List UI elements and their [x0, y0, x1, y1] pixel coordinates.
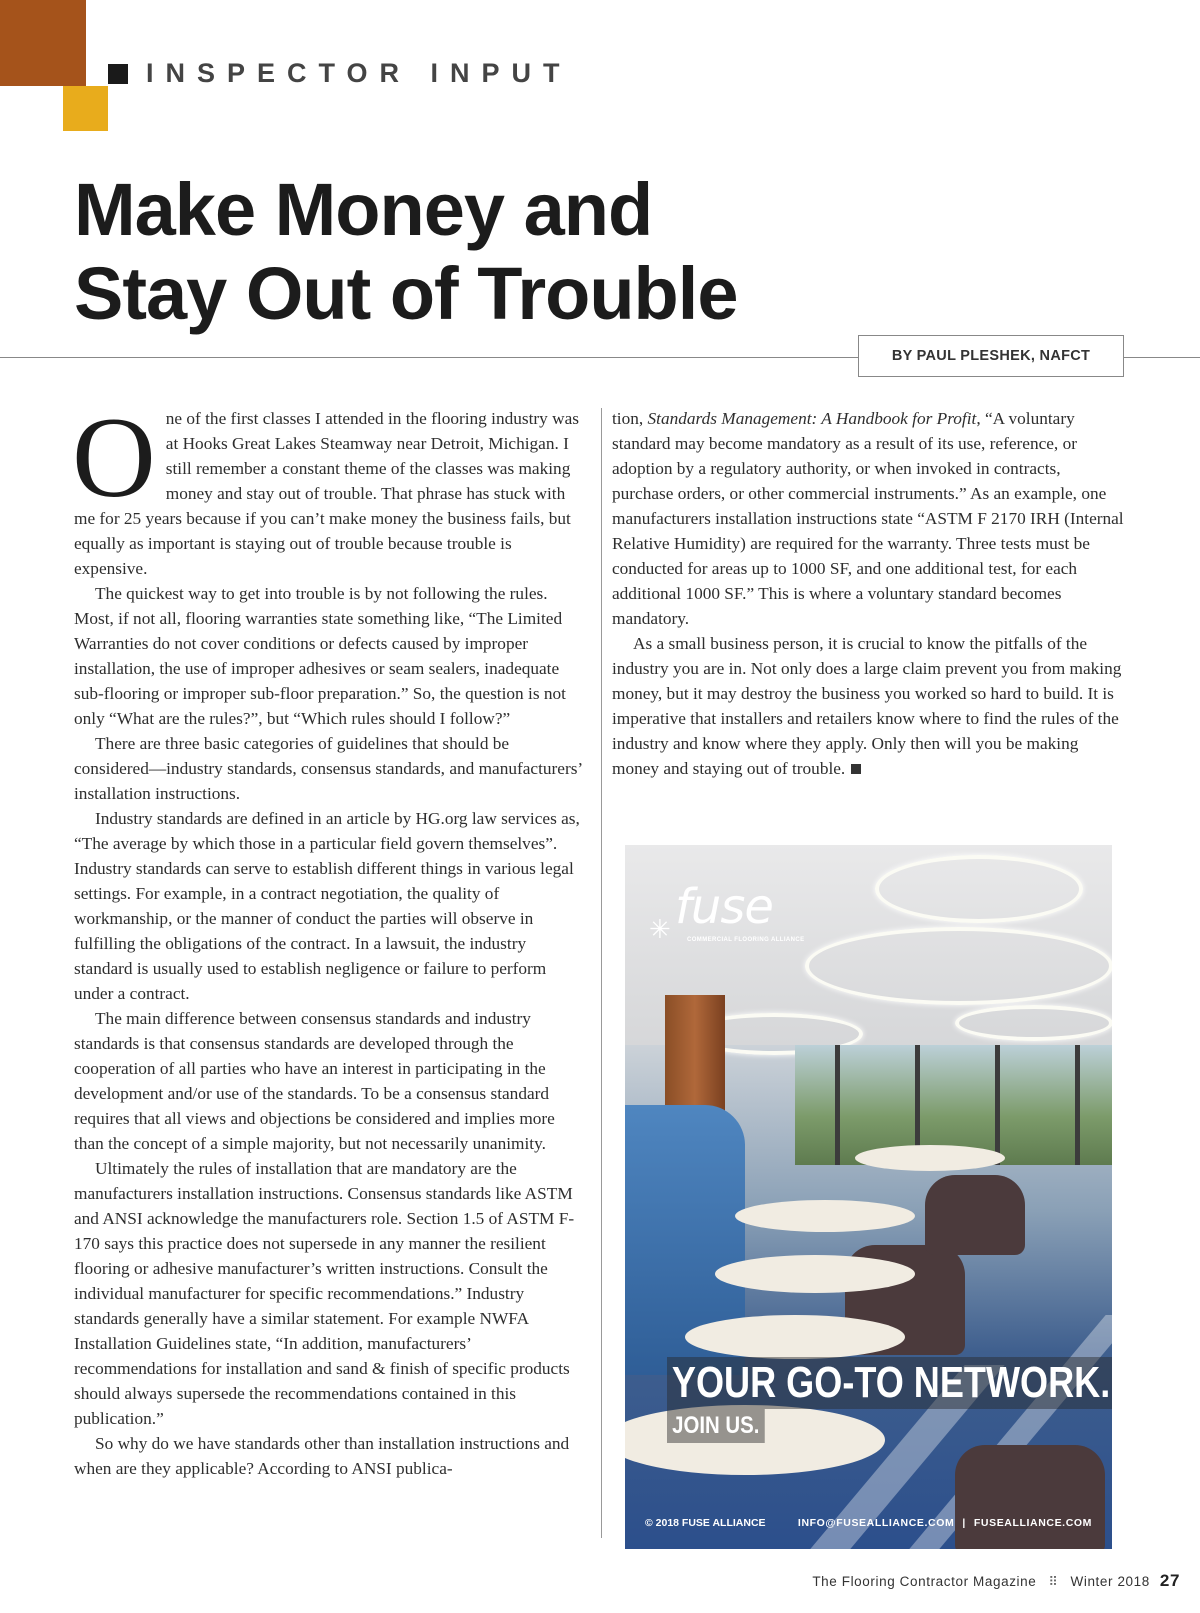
article-paragraph: Ultimately the rules of installation that are mandatory are the manufacturers installation instructions. Consensus standards like ASTM and ANSI acknowledge the manufacturers role. Section 1.5 of ASTM F-170 says this practice does not supersede in any manner the resilient flooring or adhesive manufacturer’s written instructions. Consult the individual manufacturer for specific recommendations.” Industry standards generally have a similar statement. For example NWFA Installation Guidelines state, “In addition, manufacturers’ recommendations for installation and sand & finish of specific products should always supersede the recommendations contained in this publication.” [74, 1159, 575, 1428]
ad-contact-separator: | [962, 1517, 966, 1529]
article-column-right [612, 406, 1126, 781]
ceiling-light-ring [875, 855, 1083, 923]
title-line-1: Make Money and [74, 168, 653, 251]
page-number: 27 [1159, 1571, 1180, 1590]
article-paragraph: There are three basic categories of guidelines that should be considered—industry standards, consensus standards, and manufacturers’ installation instructions. [74, 734, 582, 803]
table-top [735, 1200, 915, 1232]
article-paragraph: tion, Standards Management: A Handbook for Profit, “A voluntary standard may become mandatory as a result of its use, reference, or adoption by a regulatory authority, or when invoked in contracts, purchase orders, or other commercial instruments.” As an example, one manufacturers installation instructions state “ASTM F 2170 IRH (Internal Relative Humidity) are required for the warranty. Three tests must be conducted for areas up to 1000 SF, and one additional test, for each additional 1000 SF.” This is where a voluntary standard becomes mandatory. [612, 409, 1124, 628]
end-mark-icon [851, 764, 861, 774]
chair [955, 1445, 1105, 1549]
window-mullion [1075, 1045, 1080, 1165]
decorative-orange-block [0, 0, 86, 86]
book-title: Standards Management: A Handbook for Profit [647, 409, 977, 428]
ad-join-cta: JOIN US. [667, 1409, 764, 1443]
ad-email-link[interactable]: INFO@FUSEALLIANCE.COM [797, 1517, 955, 1529]
footer-issue: Winter 2018 [1070, 1574, 1150, 1589]
page-footer [812, 1571, 1180, 1591]
article-paragraph: Industry standards are defined in an article by HG.org law services as, “The average by which those in a particular field govern themselves”. Industry standards can serve to establish different things in various legal settings. For example, in a contract negotiation, the quality of workmanship, or the manner of conduct the parties will observe in fulfilling the obligations of the contract. In a lawsuit, the industry standard is usually used to establish negligence or failure to perform under a contract. [74, 809, 580, 1003]
chair [925, 1175, 1025, 1255]
section-label: INSPECTOR INPUT [146, 58, 572, 88]
ceiling-light-ring [805, 927, 1112, 1005]
window-mullion [995, 1045, 1000, 1165]
article-paragraph: The main difference between consensus standards and industry standards is that consensus standards are developed through the cooperation of all parties who have an interest in participating in the development and/or use of the standards. To be a consensus standard requires that all views and objections be considered and implies more than the concept of a simple majority, but not necessarily unanimity. [74, 1009, 555, 1153]
table-top [855, 1145, 1005, 1171]
footer-magazine: The Flooring Contractor Magazine [812, 1574, 1037, 1589]
byline: BY PAUL PLESHEK, NAFCT [858, 335, 1124, 377]
article-paragraph: As a small business person, it is crucial to know the pitfalls of the industry you are in. Not only does a large claim prevent you from making money, but it may destroy the business you worked so hard to build. It is imperative that installers and retailers know where to find the rules of the industry and know where they apply. Only then will you be making money and staying out of trouble. [612, 634, 1122, 778]
drop-cap: O [72, 394, 156, 522]
article-paragraph: The quickest way to get into trouble is by not following the rules. Most, if not all, flooring warranties state something like, “The Limited Warranties do not cover conditions or defects caused by improper installation, the use of improper adhesives or seam sealers, inadequate sub-flooring or improper sub-floor preparation.” So, the question is not only “What are the rules?”, but “Which rules should I follow?” [74, 584, 566, 728]
fuse-advertisement[interactable] [625, 845, 1112, 1549]
ad-website-link[interactable]: FUSEALLIANCE.COM [973, 1517, 1092, 1529]
footer-separator-icon: ⠿ [1048, 1574, 1059, 1589]
ad-headline: YOUR GO-TO NETWORK. [667, 1357, 1112, 1409]
table-top [685, 1315, 905, 1359]
article-column-left [72, 394, 586, 1481]
fuse-star-icon: ✳ [649, 915, 671, 944]
fuse-logo: fuse [675, 879, 773, 935]
title-line-2: Stay Out of Trouble [74, 252, 738, 335]
article-title [74, 168, 974, 336]
column-divider [601, 408, 602, 1538]
decorative-yellow-block [63, 86, 108, 131]
table-top [715, 1255, 915, 1293]
fuse-logo-subtitle: COMMERCIAL FLOORING ALLIANCE [687, 937, 805, 943]
ad-copyright: © 2018 FUSE ALLIANCE [645, 1517, 766, 1529]
article-paragraph: So why do we have standards other than installation instructions and when are they applicable? According to ANSI publica- [74, 1434, 570, 1478]
ceiling-light-ring [955, 1005, 1112, 1041]
article-paragraph: One of the first classes I attended in the flooring industry was at Hooks Great Lakes Steamway near Detroit, Michigan. I still remember a constant theme of the classes was making money and stay out of trouble. That phrase has stuck with me for 25 years because if you can’t make money the business fails, but equally as important is staying out of trouble because trouble is expensive. [72, 394, 579, 578]
window-mullion [835, 1045, 840, 1165]
ad-contact [798, 1517, 1092, 1529]
section-marker-square [108, 64, 128, 84]
